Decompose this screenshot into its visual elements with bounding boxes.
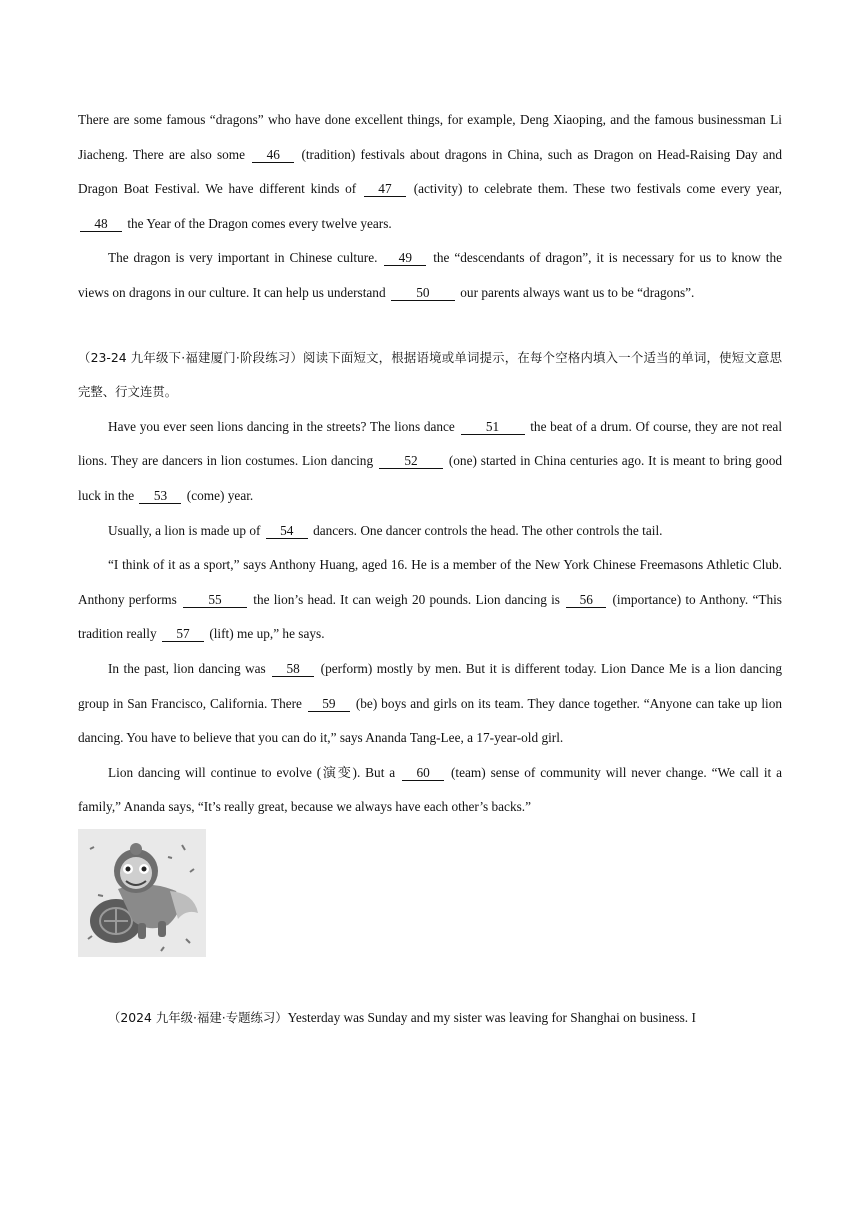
blank-60[interactable]: 60 bbox=[402, 766, 444, 781]
text: the Year of the Dragon comes every twelve years. bbox=[127, 215, 392, 231]
text: the lion’s head. It can weigh 20 pounds. Lion dancing is bbox=[253, 591, 560, 607]
text: (one) started in China centuries ago. It is meant to bring good luck in the bbox=[78, 453, 782, 503]
text: (lift) me up,” he says. bbox=[209, 626, 325, 642]
passage3-start bbox=[78, 1001, 782, 1036]
text: (team) sense of community will never change. “We call it a family,” Ananda says, “It’s really great, because we always have each other’s backs.” bbox=[78, 764, 783, 815]
passage1-paragraph1 bbox=[78, 103, 782, 241]
blank-54[interactable]: 54 bbox=[266, 524, 308, 539]
passage2-paragraph2 bbox=[78, 514, 782, 549]
passage1-paragraph2 bbox=[78, 241, 782, 310]
blank-46[interactable]: 46 bbox=[252, 148, 294, 163]
blank-50[interactable]: 50 bbox=[391, 286, 455, 301]
blank-55[interactable]: 55 bbox=[183, 593, 247, 608]
blank-56[interactable]: 56 bbox=[566, 593, 606, 608]
text: (perform) mostly by men. But it is different today. Lion Dance Me is a lion dancing group in San Francisco, California. There bbox=[78, 660, 783, 711]
text: our parents always want us to be “dragons”. bbox=[460, 284, 695, 300]
text: (importance) to Anthony. “This tradition really bbox=[78, 591, 782, 642]
text: Have you ever seen lions dancing in the streets? The lions dance bbox=[108, 418, 455, 434]
blank-57[interactable]: 57 bbox=[162, 627, 204, 642]
blank-52[interactable]: 52 bbox=[379, 454, 443, 469]
passage3-instruction: （2024 九年级·福建·专题练习） bbox=[108, 1009, 288, 1025]
text: Lion dancing will continue to evolve (演变). But a bbox=[108, 764, 396, 780]
text: (activity) to celebrate them. These two festivals come every year, bbox=[413, 181, 782, 197]
document-page bbox=[78, 103, 782, 1035]
text: the “descendants of dragon”, it is necessary for us to know the views on dragons in our culture. It can help us understand bbox=[78, 250, 782, 300]
blank-58[interactable]: 58 bbox=[272, 662, 314, 677]
blank-48[interactable]: 48 bbox=[80, 217, 122, 232]
passage2-instruction: （23-24 九年级下·福建厦门·阶段练习）阅读下面短文，根据语境或单词提示，在每个空格内填入一个适当的单词，使短文意思完整、行文连贯。 bbox=[78, 349, 782, 400]
text: (come) year. bbox=[186, 487, 254, 503]
text: Yesterday was Sunday and my sister was leaving for Shanghai on business. I bbox=[287, 1009, 696, 1025]
passage2-paragraph1 bbox=[78, 410, 782, 514]
text: In the past, lion dancing was bbox=[108, 660, 266, 676]
text: (be) boys and girls on its team. They dance together. “Anyone can take up lion dancing. You have to believe that you can do it,” says Ananda Tang-Lee, a 17-year-old girl. bbox=[78, 695, 783, 746]
blank-59[interactable]: 59 bbox=[308, 697, 350, 712]
blank-53[interactable]: 53 bbox=[139, 489, 181, 504]
lion-dance-illustration-icon bbox=[78, 829, 206, 957]
passage2-paragraph3 bbox=[78, 548, 782, 652]
text: (tradition) festivals about dragons in China, such as Dragon on Head-Raising Day and Dragon Boat Festival. We have different kinds of bbox=[78, 146, 782, 197]
blank-49[interactable]: 49 bbox=[384, 251, 426, 266]
lion-dance-icon bbox=[78, 829, 206, 957]
text: The dragon is very important in Chinese culture. bbox=[108, 250, 378, 266]
text: dancers. One dancer controls the head. The other controls the tail. bbox=[313, 522, 663, 538]
blank-51[interactable]: 51 bbox=[461, 420, 525, 435]
passage2-paragraph4 bbox=[78, 652, 782, 756]
passage2-paragraph5 bbox=[78, 756, 782, 825]
text: “I think of it as a sport,” says Anthony Huang, aged 16. He is a member of the New York Chinese Freemasons Athletic Club. Anthony performs bbox=[78, 557, 782, 607]
text: Usually, a lion is made up of bbox=[108, 522, 261, 538]
text: the beat of a drum. Of course, they are not real lions. They are dancers in lion costumes. Lion dancing bbox=[78, 418, 783, 469]
blank-47[interactable]: 47 bbox=[364, 182, 406, 197]
text: There are some famous “dragons” who have done excellent things, for example, Deng Xiaoping, and the famous businessman Li Jiacheng. There are also some bbox=[78, 112, 782, 162]
